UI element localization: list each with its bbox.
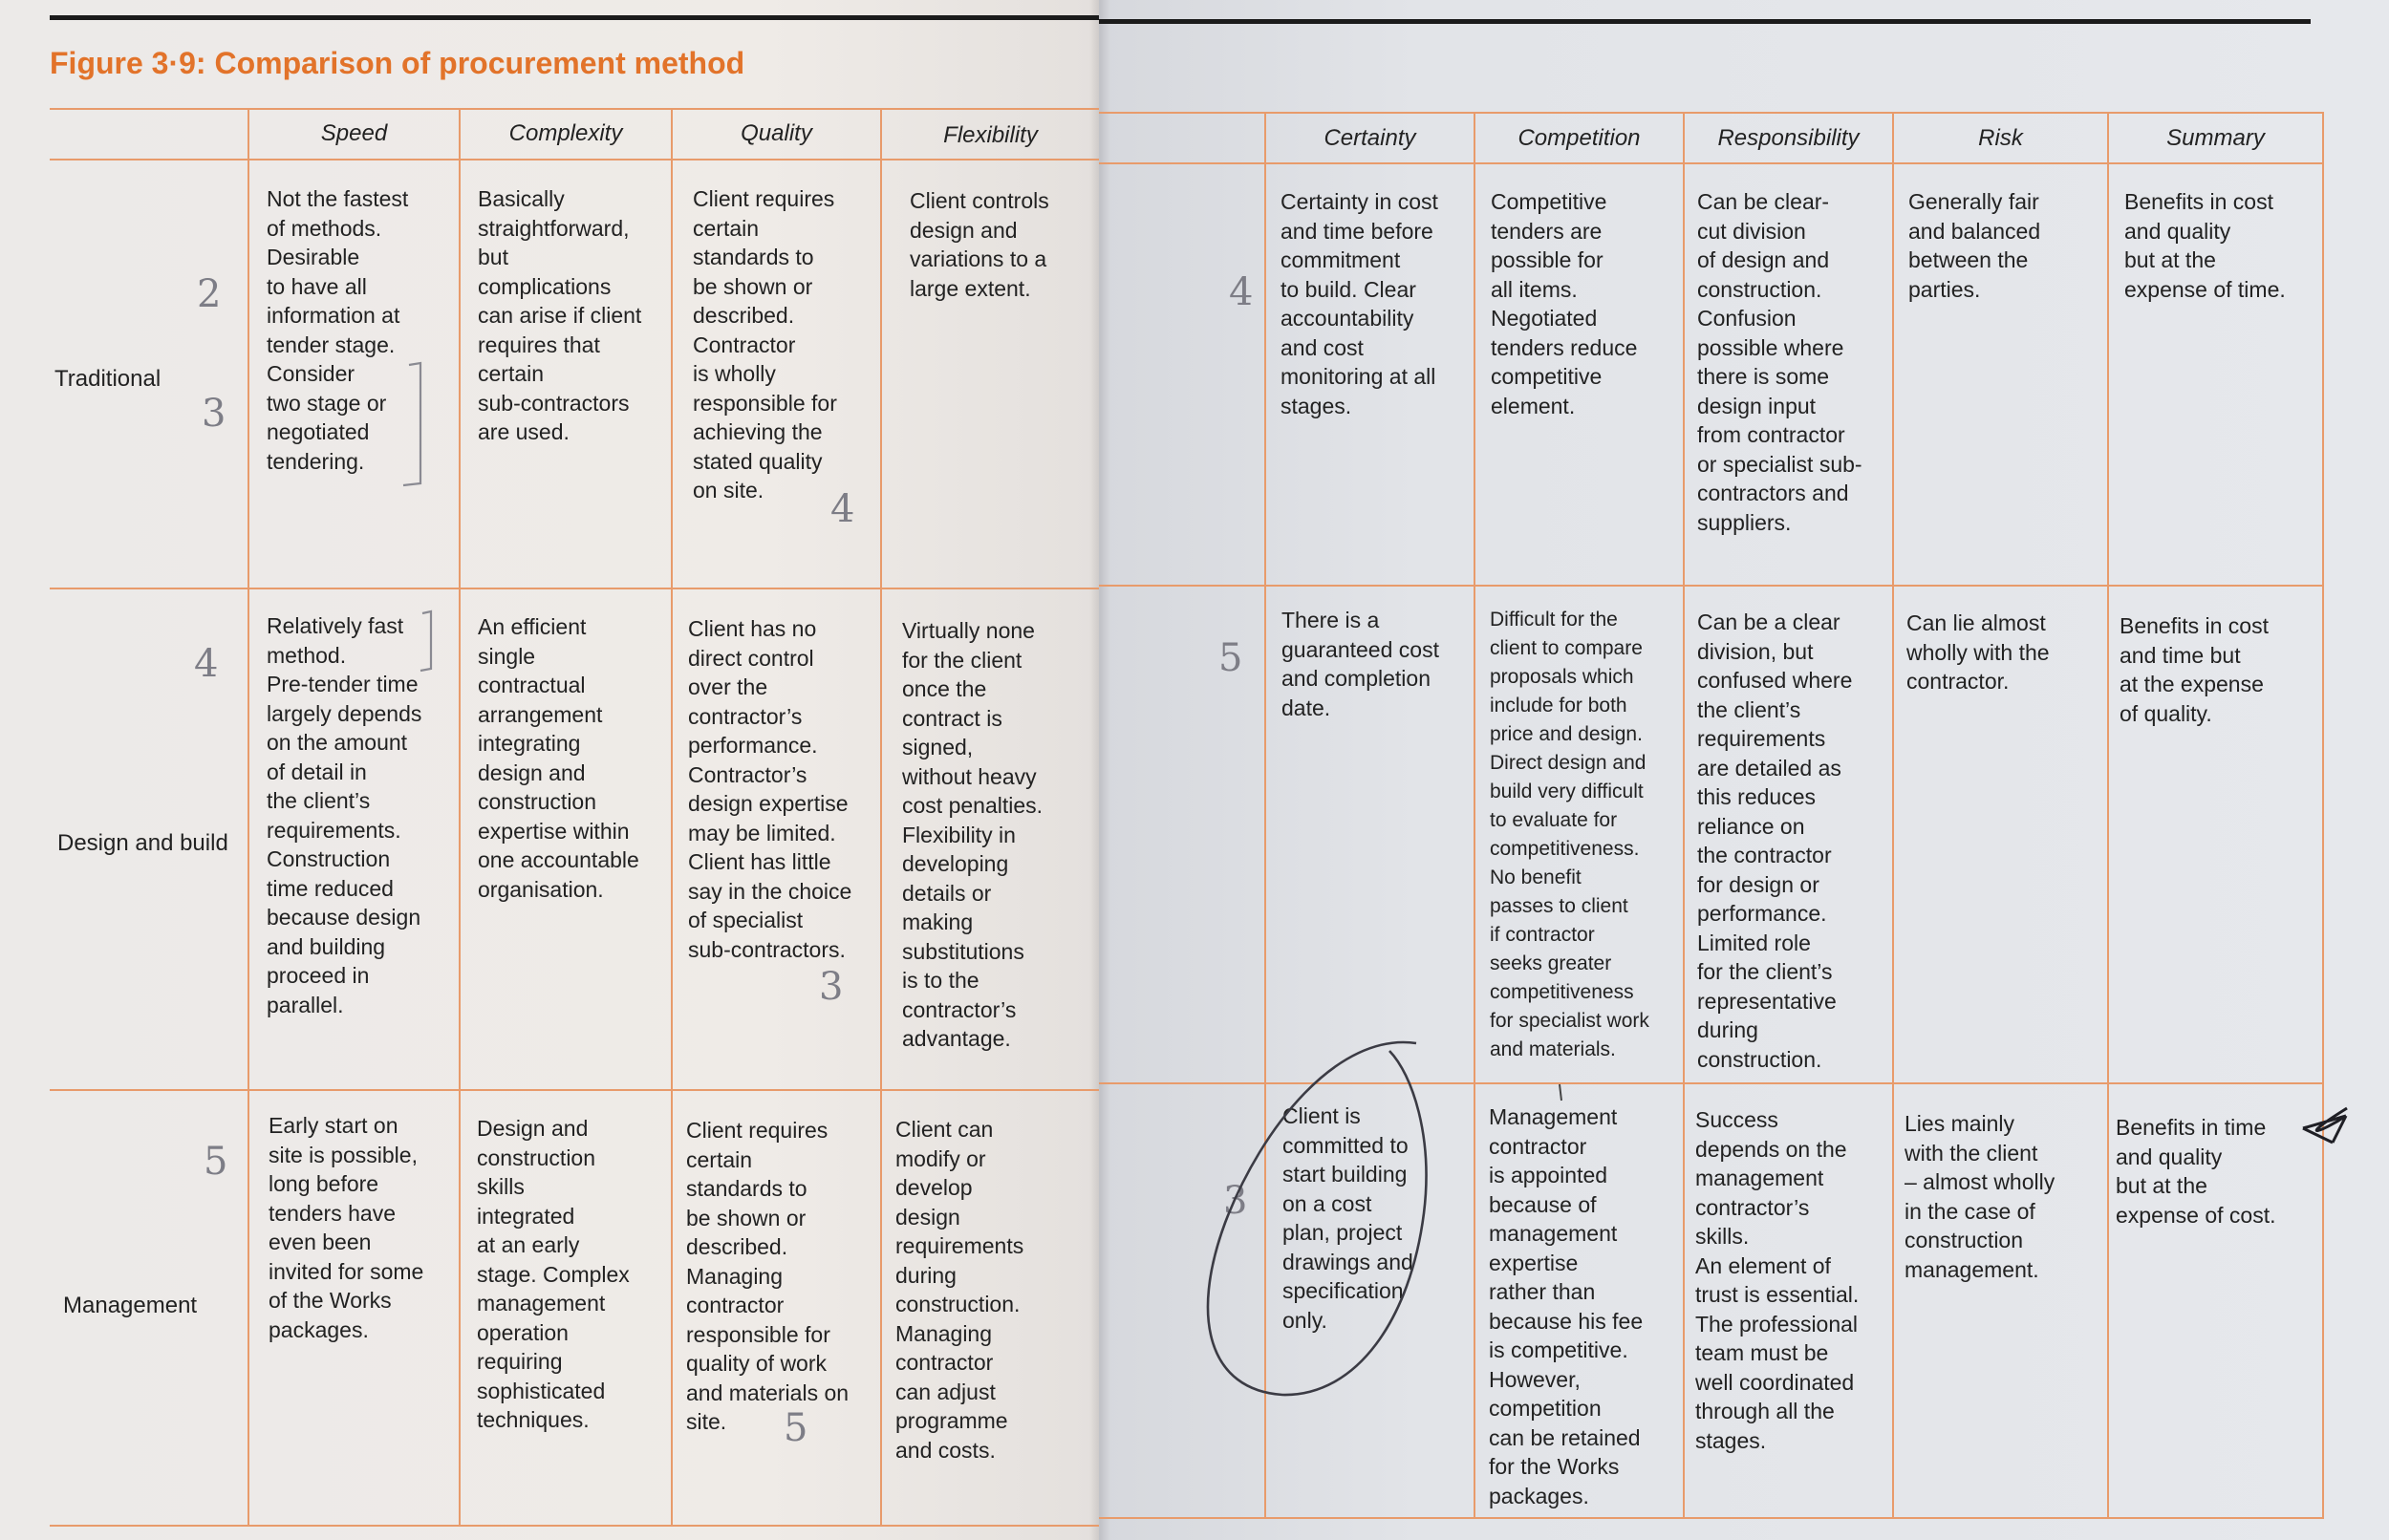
- pencil-arrow-summary: [2303, 1108, 2347, 1143]
- cell-traditional-quality: Client requires certain standards to be shown or described. Contractor is wholly responsible for achieving the stated quality on site.: [693, 186, 837, 503]
- cell-db-responsibility: Can be a clear division, but confused where the client’s requirements are detailed as this reduces reliance on the contractor for design or performance. Limited role for the client’s representative during construction.: [1697, 610, 1853, 1072]
- cell-mgmt-flexibility: Client can modify or develop design requirements during construction. Managing contractor can adjust programme and costs.: [895, 1117, 1024, 1463]
- pencil-circle-certainty: [1208, 1042, 1426, 1395]
- header-speed: Speed: [320, 120, 388, 146]
- cell-traditional-speed: Not the fastest of methods. Desirable to have all information at tender stage. Consider two stage or negotiated tendering.: [267, 186, 409, 474]
- cell-traditional-flexibility: Client controls design and variations to a large extent.: [910, 188, 1049, 301]
- cell-db-complexity: An efficient single contractual arrangement integrating design and construction expertise within one accountable organisation.: [478, 614, 639, 902]
- pencil-mark: 4: [194, 642, 219, 686]
- cell-mgmt-competition: Management contractor is appointed because of management expertise rather than because his fee is competitive. However, competition can be retained for the Works packages.: [1489, 1104, 1644, 1508]
- header-competition: Competition: [1517, 125, 1641, 151]
- pencil-mark: 2: [197, 272, 222, 316]
- pencil-bracket-db: [420, 611, 431, 671]
- cell-db-quality: Client has no direct control over the contractor’s performance. Contractor’s design expertise may be limited. Client has little say in the choice of specialist sub-contractors.: [688, 616, 852, 962]
- header-quality: Quality: [741, 120, 812, 146]
- pencil-mark: 5: [204, 1140, 228, 1184]
- row-label-traditional: Traditional: [54, 366, 161, 392]
- cell-db-flexibility: Virtually none for the client once the contract is signed, without heavy cost penalties. Flexibility in developing details or making substitutions is to the contractor’s advantage.: [902, 618, 1044, 1051]
- pencil-mark: 4: [1229, 270, 1254, 314]
- cell-db-summary: Benefits in cost and time but at the expense of quality.: [2120, 613, 2269, 726]
- cell-mgmt-summary: Benefits in time and quality but at the expense of cost.: [2116, 1115, 2276, 1228]
- header-flexibility: Flexibility: [943, 122, 1038, 148]
- figure-title: Figure 3·9: Comparison of procurement method: [50, 46, 745, 80]
- cell-traditional-competition: Competitive tenders are possible for all items. Negotiated tenders reduce competitive element.: [1491, 189, 1638, 418]
- cell-db-certainty: There is a guaranteed cost and completion date.: [1281, 608, 1439, 720]
- header-complexity: Complexity: [508, 120, 623, 146]
- row-label-management: Management: [63, 1293, 198, 1318]
- header-responsibility: Responsibility: [1717, 125, 1860, 151]
- cell-traditional-certainty: Certainty in cost and time before commitment to build. Clear accountability and cost monitoring at all stages.: [1281, 189, 1438, 418]
- cell-traditional-complexity: Basically straightforward, but complications can arise if client requires that certain sub-contractors are used.: [478, 186, 642, 444]
- header-risk: Risk: [1978, 125, 2023, 151]
- cell-mgmt-responsibility: Success depends on the management contractor’s skills. An element of trust is essential. The professional team must be well coordinated through all the stages.: [1695, 1107, 1860, 1453]
- cell-mgmt-quality: Client requires certain standards to be shown or described. Managing contractor responsible for quality of work and materials on site.: [686, 1118, 850, 1434]
- cell-mgmt-risk: Lies mainly with the client – almost wholly in the case of construction management.: [1905, 1111, 2055, 1282]
- cell-traditional-summary: Benefits in cost and quality but at the expense of time.: [2124, 189, 2286, 302]
- pencil-mark: 5: [784, 1406, 808, 1450]
- pencil-mark: 3: [819, 965, 844, 1009]
- cell-db-competition: Difficult for the client to compare proposals which include for both price and design. Direct design and build very difficult to evaluate for competitiveness. No benefit passes to client if contractor seeks greater competitiveness for specialist work and materials.: [1490, 609, 1649, 1060]
- cell-traditional-risk: Generally fair and balanced between the parties.: [1908, 189, 2041, 302]
- cell-traditional-responsibility: Can be clear- cut division of design and construction. Confusion possible where there is some design input from contractor or specialist sub- contractors and suppliers.: [1697, 189, 1862, 535]
- cell-db-speed: Relatively fast method. Pre-tender time largely depends on the amount of detail in the client’s requirements. Construction time reduced because design and building proceed in parallel.: [267, 613, 422, 1017]
- cell-mgmt-complexity: Design and construction skills integrated at an early stage. Complex management operation requiring sophisticated techniques.: [477, 1116, 630, 1432]
- pencil-mark: 3: [1223, 1179, 1248, 1223]
- cell-mgmt-certainty: Client is committed to start building on a cost plan, project drawings and specification only.: [1282, 1103, 1413, 1333]
- pencil-mark: 4: [830, 487, 855, 531]
- header-summary: Summary: [2166, 125, 2265, 151]
- pencil-mark: 3: [202, 392, 226, 436]
- row-label-design-and-build: Design and build: [57, 830, 228, 856]
- cell-db-risk: Can lie almost wholly with the contractor.: [1906, 610, 2050, 694]
- header-certainty: Certainty: [1324, 125, 1416, 151]
- cell-mgmt-speed: Early start on site is possible, long before tenders have even been invited for some of the Works packages.: [269, 1113, 424, 1342]
- pencil-tick: [1560, 1084, 1561, 1101]
- pencil-bracket-traditional: [403, 363, 420, 485]
- pencil-mark: 5: [1218, 636, 1243, 680]
